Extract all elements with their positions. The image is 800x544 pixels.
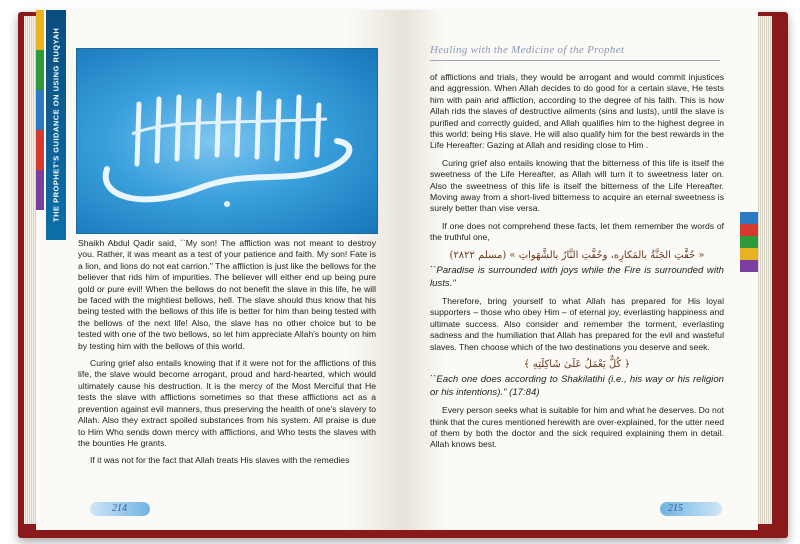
hadith-arabic: « حُفَّتِ الجَنَّةُ بالمَكارِه، وحُفَّتِ النَّارُ بالشَّهَواتِ » (مسلم ٢٨٢٢) [449,249,705,261]
right-page-body [430,72,724,457]
left-page-body [78,238,376,473]
calligraphy-image [76,48,378,234]
page-number-left: 214 [112,503,127,514]
chapter-side-band [46,10,66,240]
left-color-tabs [36,10,44,530]
paragraph: Shaikh Abdul Qadir said, ``My son! The affliction was not meant to destroy you. Rather, it was meant as a test of your patience and faith. My son! Fate is a lion, and lions do not eat carrion." The affliction is just like the bellows for the believer that rids him of impurities. The believer will either end up being pure gold or pure evil! When the bellows do not benefit the slave in this life, he will be faced with the mightiest bellows, hell. The slave should thus know that his being tested with the bellows of this life is better for him than being tested with the bellows of the next life! Also, the slave has no other choice but to be tested with one of the two bellows, so let him appreciate Allah's bounty on him by testing him with the bellows of this world. [78,238,376,351]
paragraph: If one does not comprehend these facts, let them remember the words of the truthful one, [430,220,724,243]
paragraph: of afflictions and trials, they would be arrogant and would commit injustices and aggression. When Allah decides to do good for a certain slave, He tests him with pain and affliction, according to the degree of his faith. This is how Allah rids the slaves of destructive ailments (sins and lusts), until the slave is purified and correctly guided, and Allah qualifies him to the highest degree in this world: being His slave. He will also qualify him for the best rewards in the Life Hereafter: Gazing at Allah and residing close to Him . [430,72,724,151]
paragraph: Curing grief also entails knowing that the bitterness of this life is itself the sweetness of the Life Hereafter, as Allah will turn it to sweetness later on. Also the sweetness of this life is itself the bitterness of the Life Hereafter. Moving away from a short-lived bitterness to acquire an eternal sweetness is surely better than vise versa. [430,157,724,214]
page-edges-right [758,16,772,524]
paragraph: If it was not for the fact that Allah treats His slaves with the remedies [90,455,350,466]
verse-arabic: ﴿ كُلٌّ يَعْمَلُ عَلَىٰ شَاكِلَتِهِ ﴾ [523,358,631,370]
running-head: Healing with the Medicine of the Prophet [430,44,625,56]
chapter-side-band-text: THE PROPHET'S GUIDANCE ON USING RUQYAH [51,27,61,223]
hadith-translation: ``Paradise is surrounded with joys while the Fire is surrounded with lusts." [430,265,724,289]
paragraph: Therefore, bring yourself to what Allah has prepared for His loyal supporters – those who obey Him – of eternal joy, everlasting happiness and ultimate success. Also consider and remember the torment, everlasting sadness and the humiliation that Allah has prepared for the evil and wasteful slaves. Then choose which of the two destinations you deserve and seek. [430,295,724,352]
verse-translation: ``Each one does according to Shakilatihi (i.e., his way or his religion or his intentions)." (17:84) [430,374,724,398]
page-number-right: 215 [668,503,683,514]
calligraphy-artwork [77,49,377,233]
paragraph: Curing grief also entails knowing that if it were not for the afflictions of this life, the slave would become arrogant, proud and hard-hearted, which would ultimately cause his destruction. It is the mercy of the Most Merciful that He tests the slave with afflictions sometimes so that these afflictions act as a prevention against evil manners, thus preserving the health of one's slavery to Allah. Also they extract spoiled substances from his system. All praise is due to Him Who sends down mercy with afflictions, and Who tests the slaves with the bounties He grants. [78,358,376,448]
right-color-tabs [740,212,758,272]
paragraph: Every person seeks what is suitable for him and what he deserves. Do not think that the cures mentioned herewith are over-explained, for the utter need of them by both the doctor and the sick required explaining them in detail. Allah knows best. [430,405,724,450]
running-head-rule [430,60,720,61]
